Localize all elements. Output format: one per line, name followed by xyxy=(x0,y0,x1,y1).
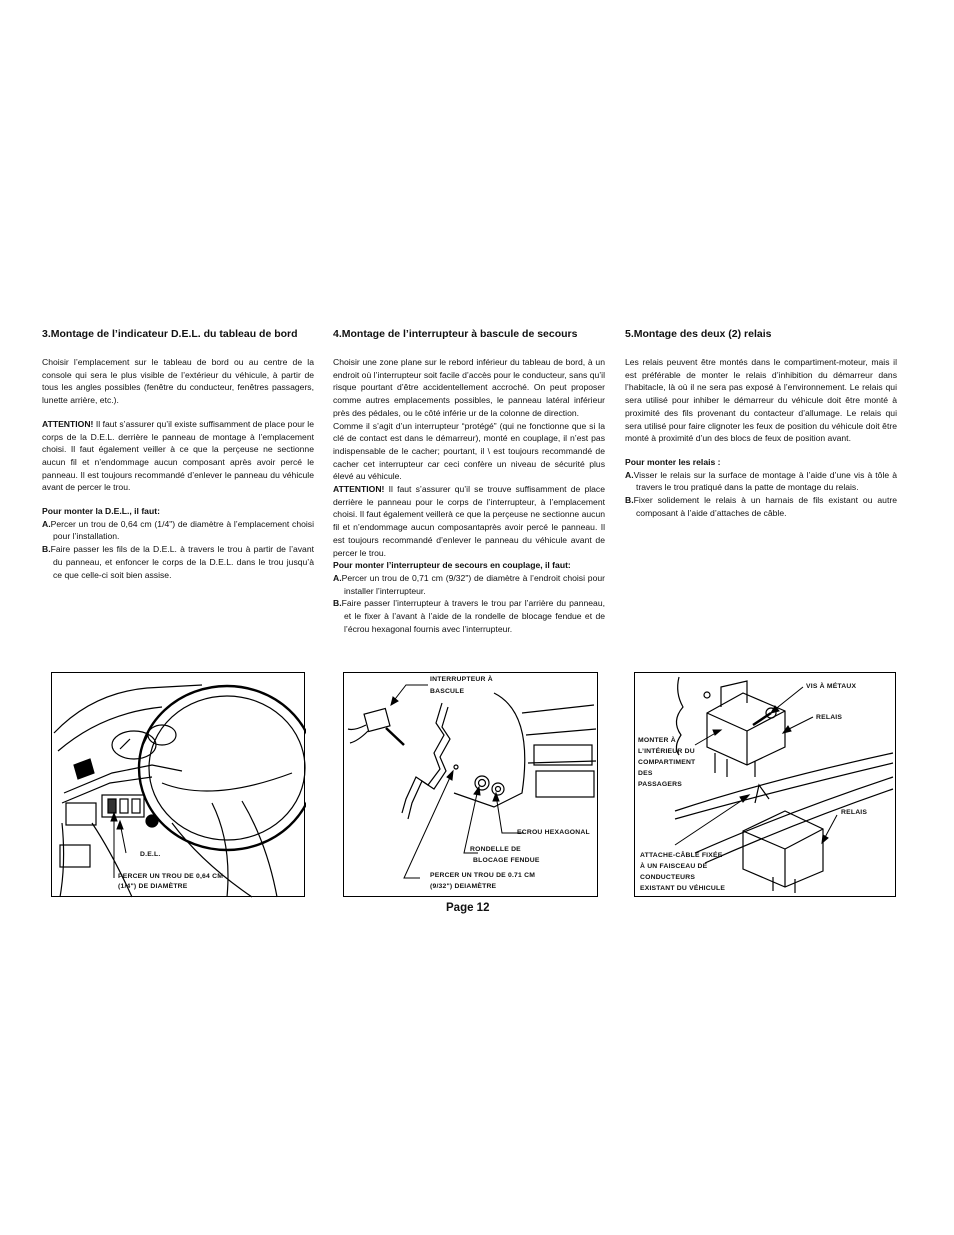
attention-label: ATTENTION! xyxy=(333,484,385,495)
section-paragraph-1: Choisir une zone plane sur le rebord inférieur du tableau de bord, à un endroit où l’interrupteur soit facile d’accès pour le conducteur, sans qu’il risque pourtant d’être accidentellement accroché. On peut proposer comme autres emplacements possibles, le panneau latéral inférieur près des pédales, ou le côté inférie ur de la colonne de direction. xyxy=(333,357,605,418)
relay-label-2: RELAIS xyxy=(841,809,868,816)
step-letter: B. xyxy=(333,598,342,609)
mount-label-line2: L’INTÉRIEUR DU xyxy=(638,748,695,755)
section-switch-mounting xyxy=(333,328,605,635)
step-letter: A. xyxy=(333,572,342,583)
section-title: 5.Montage des deux (2) relais xyxy=(625,328,772,340)
figure-led-dashboard xyxy=(51,672,305,897)
hole-label-line1: PERCER UN TROU DE 0,64 CM xyxy=(118,873,224,880)
nut-label: ECROU HEXAGONAL xyxy=(517,829,590,836)
dashboard-illustration xyxy=(52,673,306,898)
tie-label-line1: ATTACHE-CÂBLE FIXÉE xyxy=(640,852,723,859)
mount-label-line4: DES xyxy=(638,770,653,777)
section-led-mounting xyxy=(42,328,314,581)
mount-label-line3: COMPARTIMENT xyxy=(638,759,696,766)
hole-label-line1: PERCER UN TROU DE 0.71 CM xyxy=(430,872,536,879)
switch-label-line2: BASCULE xyxy=(430,688,465,695)
mount-label-line5: PASSAGERS xyxy=(638,781,682,788)
section-title: 4.Montage de l’interrupteur à bascule de secours xyxy=(333,328,578,340)
hole-label-line2: (1/4") DE DIAMÈTRE xyxy=(118,883,188,890)
step-text: Percer un trou de 0,64 cm (1/4") de diamètre à l’emplacement choisi pour l’installation. xyxy=(50,518,314,542)
washer-label-line1: RONDELLE DE xyxy=(470,846,521,853)
attention-label: ATTENTION! xyxy=(42,418,94,429)
step-letter: A. xyxy=(625,469,634,480)
section-relay-mounting xyxy=(625,328,897,519)
tie-label-line3: CONDUCTEURS xyxy=(640,874,696,881)
step-a xyxy=(42,518,314,543)
step-a xyxy=(333,572,605,597)
section-intro: Choisir l’emplacement sur le tableau de bord ou au centre de la console qui sera le plus visible de l’extérieur du véhicule, à partir de tous les angles possibles (fenêtre du conducteur, fenêtres passagers, lunette arrière, etc.). xyxy=(42,357,314,406)
steps-title: Pour monter l’interrupteur de secours en couplage, il faut: xyxy=(333,560,571,571)
step-b xyxy=(42,543,314,581)
figure-relays xyxy=(634,672,896,897)
tie-label-line2: À UN FAISCEAU DE xyxy=(640,863,708,870)
washer-label-line2: BLOCAGE FENDUE xyxy=(473,857,540,864)
step-text: Fixer solidement le relais à un harnais de fils existant ou autre composant à l’aide d’attaches de câble. xyxy=(633,495,897,518)
relay-label-1: RELAIS xyxy=(816,714,843,721)
step-a xyxy=(625,469,897,494)
mount-label-line1: MONTER À xyxy=(638,737,676,744)
step-b xyxy=(625,494,897,519)
step-text: Faire passer l’interrupteur à travers le trou par l’arrière du panneau, et le fixer à l’avant à l’aide de la rondelle de blocage fendue et de l’écrou hexagonal fournis avec l’interrupteur. xyxy=(341,598,605,634)
page-number: Page 12 xyxy=(446,902,490,914)
step-letter: B. xyxy=(625,495,634,506)
step-b xyxy=(333,597,605,635)
steps-title: Pour monter les relais : xyxy=(625,456,721,467)
attention-text: Il faut s’assurer qu’il se trouve suffisamment de place derrière le panneau pour le corps de l’interrupteur, à l’emplacement choisi. Il faut également veillerà ce que la perçeuse ne sectionne aucun fil et n’endommage aucun composantaprès avoir percé le panneau. Il est toujours recommandé d’enlever le panneau du véhicule avant de percer le trou. xyxy=(333,484,605,558)
figure-toggle-switch xyxy=(343,672,598,897)
attention-paragraph xyxy=(333,483,605,559)
switch-label-line1: INTERRUPTEUR À xyxy=(430,676,493,683)
step-letter: B. xyxy=(42,544,51,555)
section-title: 3.Montage de l’indicateur D.E.L. du tableau de bord xyxy=(42,328,298,340)
section-paragraph-2: Comme il s’agit d’un interrupteur “protégé” (qui ne fonctionne que si la clé de contact est dans le démarreur), monté en couplage, il n’est pas indispensable de le cacher; pourtant, il \ est toujours recommandé de cacher cet interrupteur car ceci confère un niveau de sécurité plus élevé au véhicule. xyxy=(333,420,605,482)
step-text: Visser le relais sur la surface de montage à l’aide d’une vis à tôle à travers le trou pratiqué dans la patte de montage du relais. xyxy=(633,469,897,493)
hole-label-line2: (9/32") DEIAMÈTRE xyxy=(430,883,497,890)
step-letter: A. xyxy=(42,518,51,529)
steps-title: Pour monter la D.E.L., il faut: xyxy=(42,506,160,517)
switch-illustration xyxy=(344,673,599,898)
attention-paragraph xyxy=(42,418,314,494)
screw-label: VIS À MÉTAUX xyxy=(806,683,857,690)
section-paragraph-1: Les relais peuvent être montés dans le compartiment-moteur, mais il est préférable de monter le relais d’inhibition du démarreur dans l’habitacle, là où il ne sera pas exposé à l’environnement. Le relais qui sera utilisé pour inhiber le démarreur du véhicule doit être monté à proximité des fils provenant du contacteur d’allumage. Le relais qui sera utilisé pour faire clignoter les feux de position du véhicule doit être monté à proximité d’un des blocs de feux de position avant. xyxy=(625,357,897,444)
led-label: D.E.L. xyxy=(140,851,161,858)
tie-label-line4: EXISTANT DU VÉHICULE xyxy=(640,885,726,892)
step-text: Percer un trou de 0,71 cm (9/32") de diamètre à l’endroit choisi pour installer l’interrupteur. xyxy=(341,572,605,596)
attention-text: Il faut s’assurer qu’il existe suffisamment de place pour le corps de la D.E.L. derrière le panneau de montage à l’emplacement choisi. Il faut également veiller à ce que la perçeuse ne sectionne aucun fil et n’endommage aucun composant après avoir percé le panneau. Il est toujours recommandé d’enlever le panneau du véhicule avant de percer le trou. xyxy=(42,418,314,493)
step-text: Faire passer les fils de la D.E.L. à travers le trou à partir de l’avant du panneau, et enfoncer le corps de la D.E.L. dans le trou jusqu’à ce que celle-ci soit bien assise. xyxy=(50,544,314,580)
